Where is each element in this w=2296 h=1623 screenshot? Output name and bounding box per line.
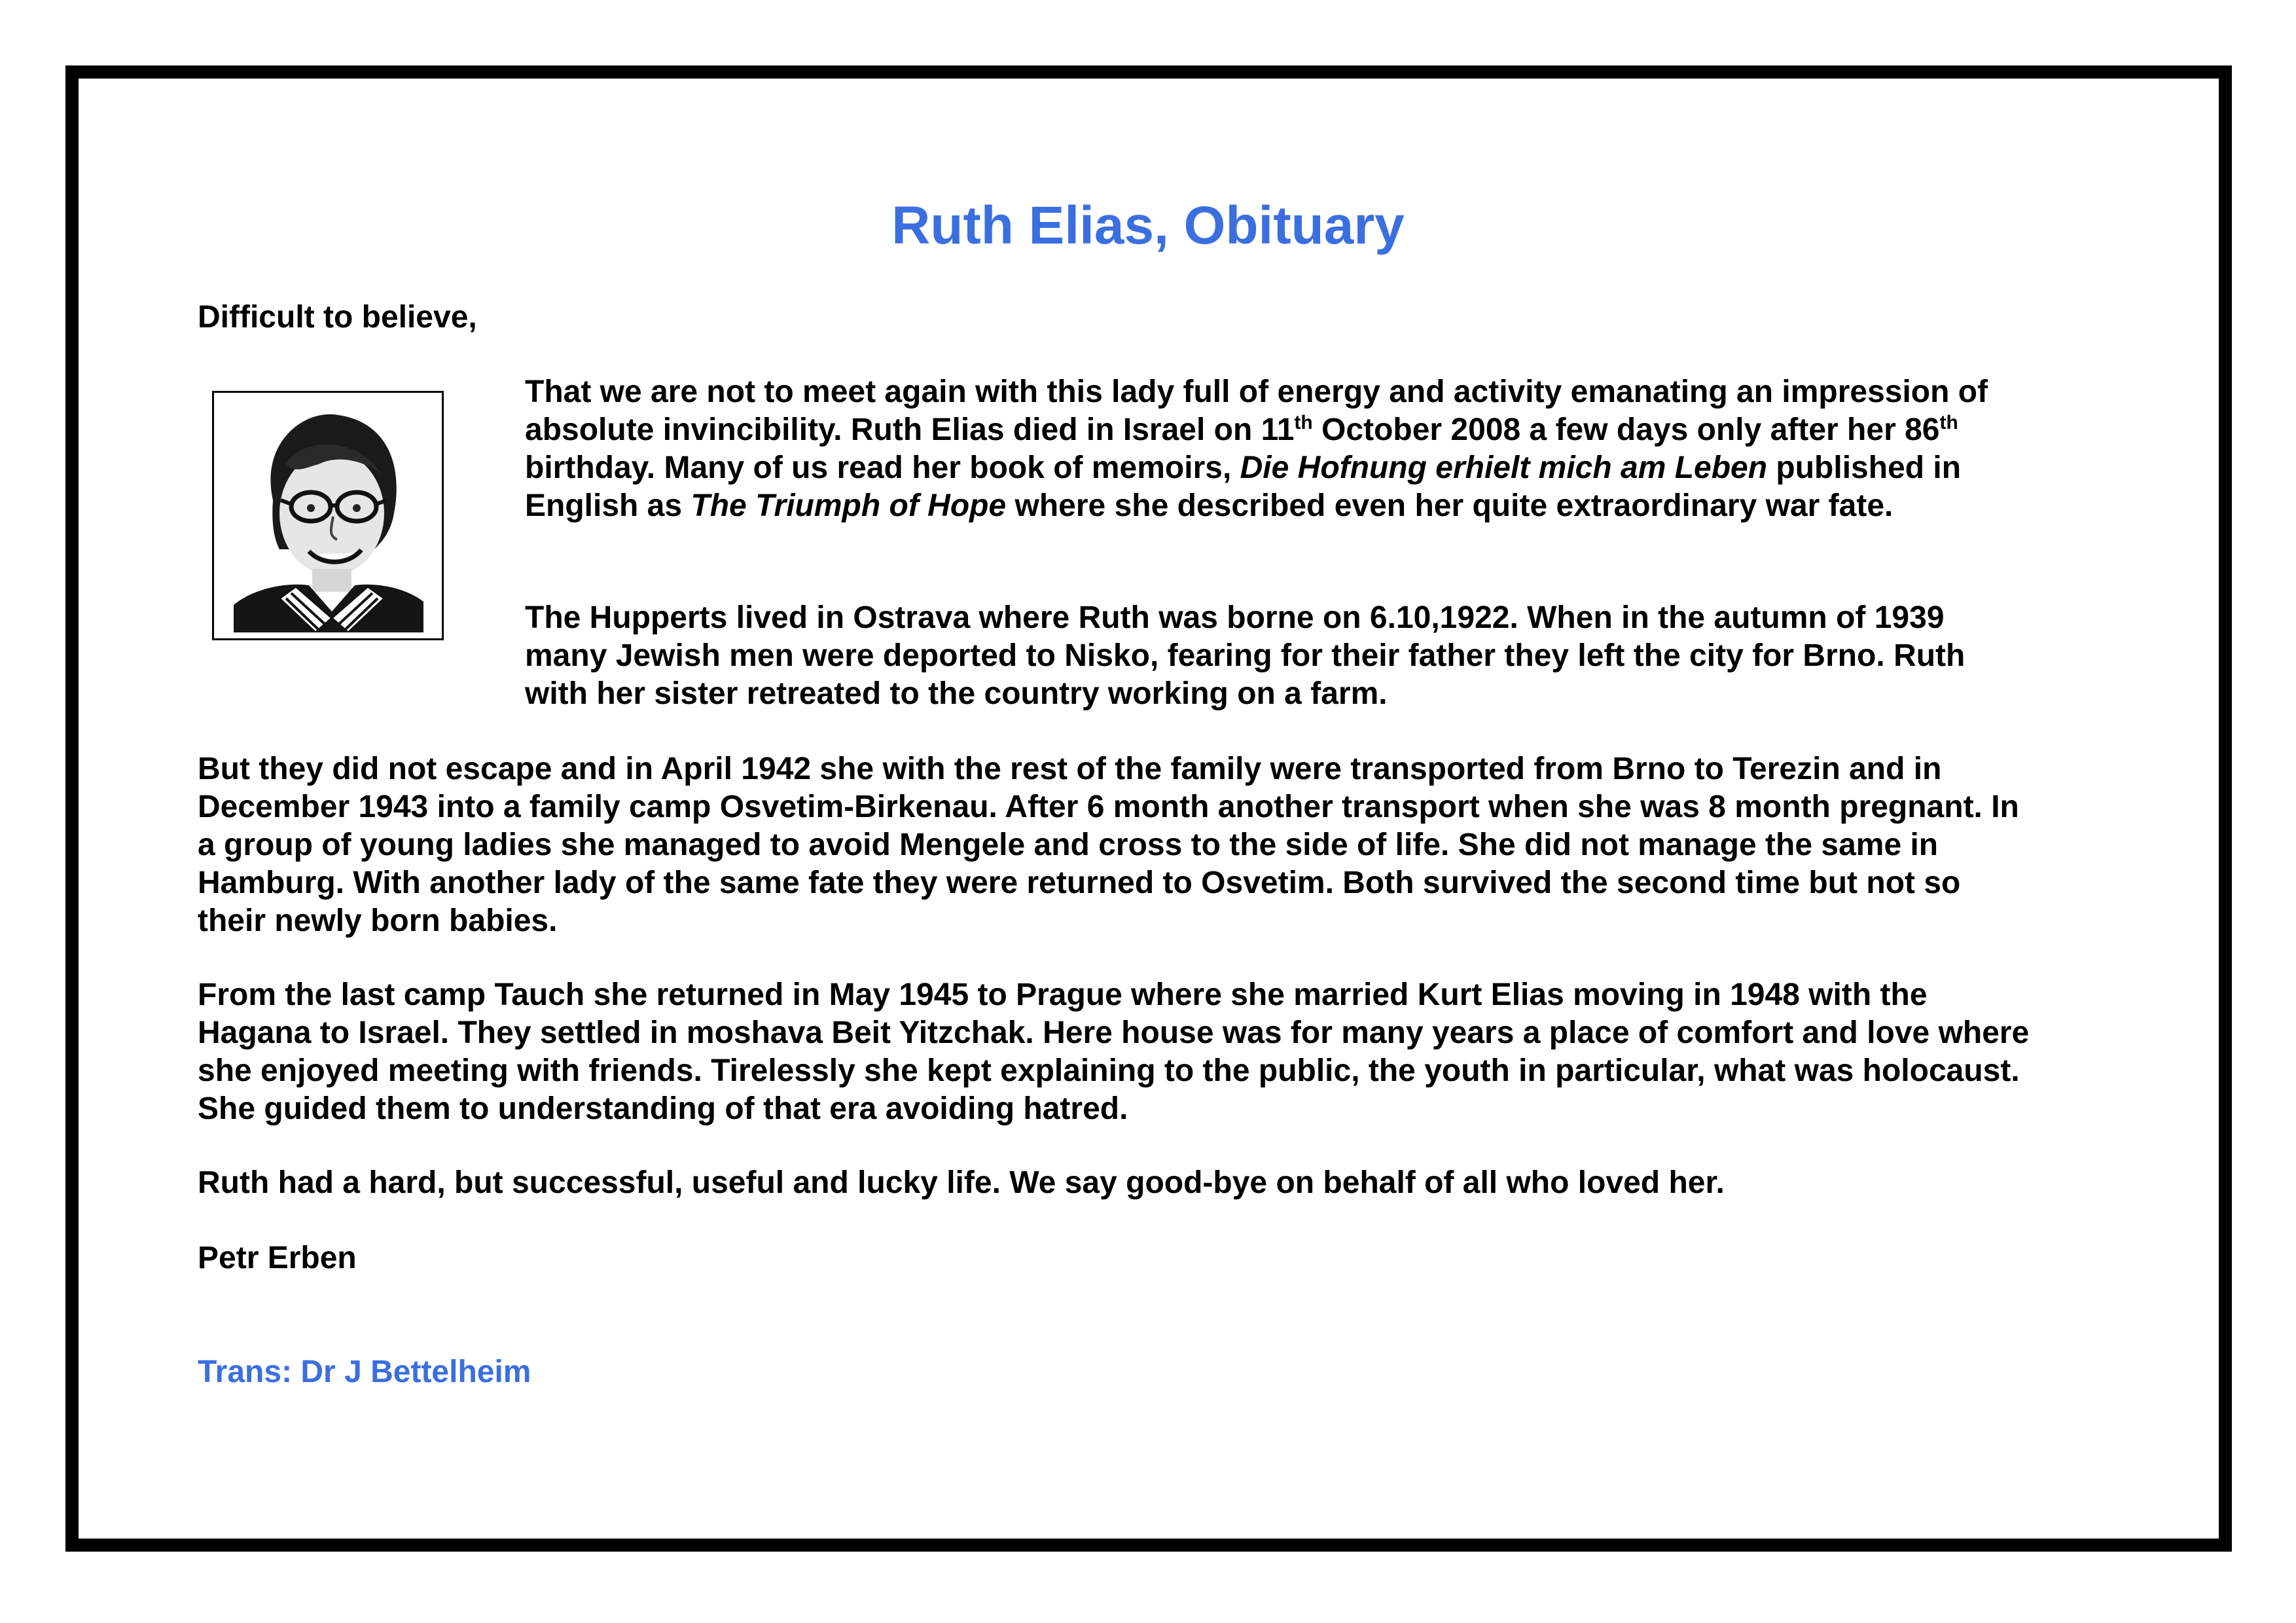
book-title-german: Die Hofnung erhielt mich am Leben [1240,450,1768,485]
paragraph-text: where she described even her quite extraordinary war fate. [1006,488,1893,523]
paragraph-early-life: The Hupperts lived in Ostrava where Ruth was borne on 6.10,1922. When in the autumn of 1939 many Jewish men were deported to Nisko, fearing for their father they left the city for Brno. Ruth with her sister retreated to the country working on a farm. [525,600,1965,711]
greeting-line: Difficult to believe, [198,300,477,335]
portrait-photo [212,391,444,640]
author-signature: Petr Erben [198,1241,357,1275]
ordinal-suffix: th [1294,412,1313,433]
paragraph-post-war: From the last camp Tauch she returned in May 1945 to Prague where she married Kurt Elias moving in 1948 with the Hagana to Israel. They settled in moshava Beit Yitzchak. Here house was for many years a place of comfort and love where she enjoyed meeting with friends. Tirelessly she kept explaining to the public, the youth in particular, what was holocaust. She guided them to understanding of that era avoiding hatred. [198,977,2030,1126]
paragraph-text: published in English as [525,450,1962,523]
ordinal-suffix: th [1939,412,1958,433]
paragraph-text: birthday. Many of us read her book of memoirs, [525,450,1240,485]
paragraph-text: October 2008 a few days only after her 86 [1312,412,1940,447]
paragraph-text: That we are not to meet again with this lady full of energy and activity emanating an impression of absolute invincibility. Ruth Elias died in Israel on 11 [525,374,1988,447]
book-title-english: The Triumph of Hope [691,488,1007,523]
translator-credit: Trans: Dr J Bettelheim [198,1355,531,1389]
paragraph-death-announcement [525,373,2030,525]
paragraph-deportation: But they did not escape and in April 1942 she with the rest of the family were transported from Brno to Terezin and in December 1943 into a family camp Osvetim-Birkenau. After 6 month another transport when she was 8 month pregnant. In a group of young ladies she managed to avoid Mengele and cross to the side of life. She did not manage the same in Hamburg. With another lady of the same fate they were returned to Osvetim. Both survived the second time but not so their newly born babies. [198,752,2019,938]
page-title: Ruth Elias, Obituary [891,196,1405,255]
paragraph-farewell: Ruth had a hard, but successful, useful and lucky life. We say good-bye on behalf of all who loved her. [198,1165,1725,1200]
